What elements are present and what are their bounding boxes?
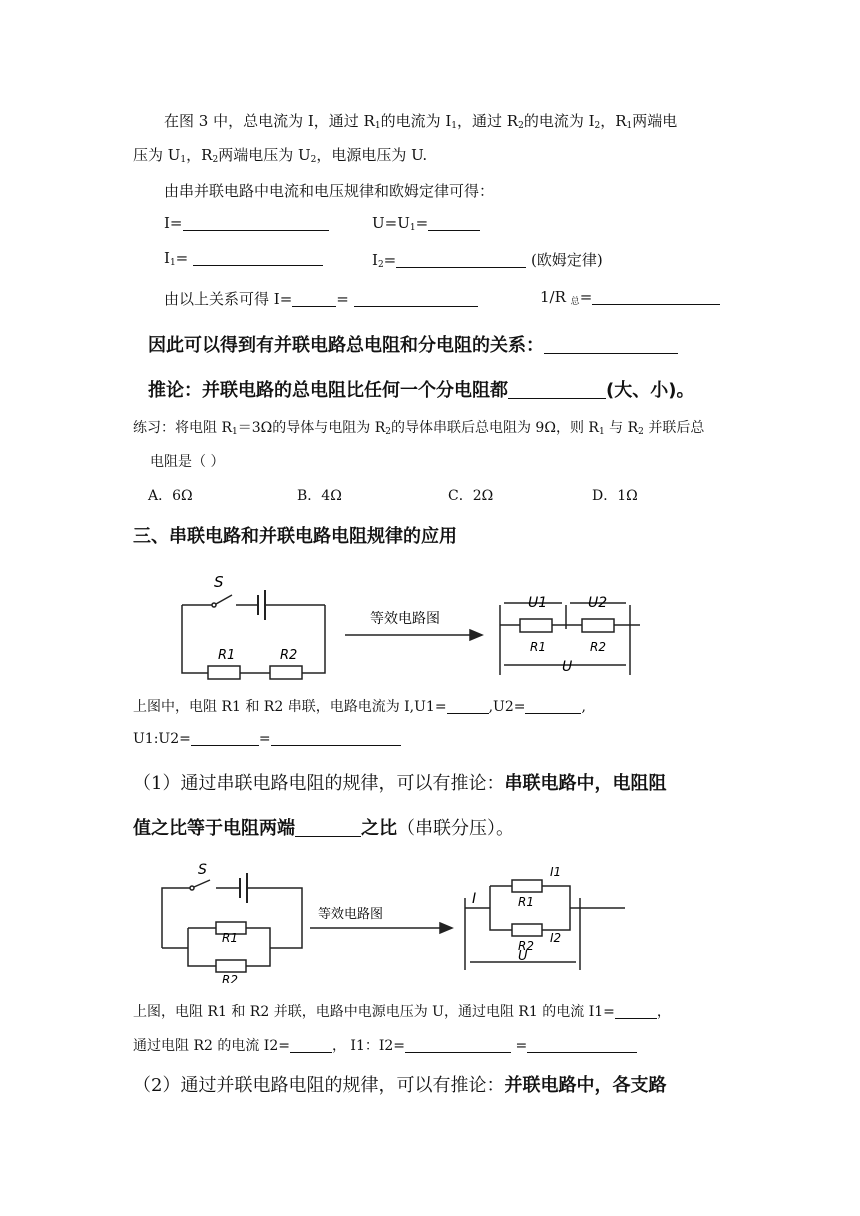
series-u-label: U <box>562 659 573 675</box>
series-r1-eq-label: R1 <box>530 640 546 654</box>
section-3-heading: 三、串联电路和并联电路电阻规律的应用 <box>133 526 457 547</box>
series-text-2: U1:U2= = <box>133 731 401 747</box>
parallel-i1-label: I1 <box>550 865 562 879</box>
parallel-text-2: 通过电阻 R2 的电流 I2= ， I1：I2= = <box>133 1035 637 1055</box>
parallel-i-label: I <box>472 891 477 907</box>
eq-total-r: 1/R $_总$= <box>540 288 720 307</box>
bold-relation: 因此可以得到有并联电路总电阻和分电阻的关系： <box>148 331 678 357</box>
inference-2-line-1: （2）通过并联电路电阻的规律，可以有推论：并联电路中，各支路 <box>133 1075 667 1096</box>
option-d: D．1Ω <box>592 488 638 504</box>
bold-inference: 推论：并联电路的总电阻比任何一个分电阻都 (大、小)。 <box>148 380 695 401</box>
series-u2-label: U2 <box>588 595 608 611</box>
parallel-i2-label: I2 <box>550 931 562 945</box>
parallel-r2-eq-label: R2 <box>518 939 534 953</box>
parallel-circuit-diagram <box>160 858 630 983</box>
para-line-2: 压为 $U_1$，$R_2$两端电压为 $U_2$，电源电压为 U. <box>133 146 428 165</box>
parallel-switch-label: S <box>198 862 207 878</box>
inference-1-line-2: 值之比等于电阻两端 之比（串联分压）。 <box>133 818 514 839</box>
exercise-line-2: 电阻是（ ） <box>150 454 225 470</box>
eq-i2: $I_2=$ (欧姆定律) <box>372 251 603 270</box>
eq-i1: $I_1=$ <box>164 249 323 268</box>
inference-1-line-1: （1）通过串联电路电阻的规律，可以有推论：串联电路中，电阻阻 <box>133 773 667 794</box>
eq-u: $U=U_1=$ <box>372 214 480 233</box>
series-r2-label: R2 <box>280 648 298 663</box>
parallel-arrow-label: 等效电路图 <box>318 907 384 922</box>
exercise-line-1: 练习：将电阻 $R_1=3\Omega$的导体与电阻为 $R_2$的导体串联后总电阻为 9Ω，则 $R_1$ 与 $R_2$ 并联后总 <box>133 420 705 437</box>
para-line-3: 由串并联电路中电流和电压规律和欧姆定律可得： <box>164 182 495 200</box>
eq-relation: 由以上关系可得 I= = <box>164 288 478 309</box>
series-u1-label: U1 <box>528 595 548 611</box>
option-a: A．6Ω <box>148 488 193 504</box>
series-r1-label: R1 <box>218 648 236 663</box>
parallel-r2-label: R2 <box>222 973 238 983</box>
para-line-1: 在图 3 中，总电流为 I，通过 $R_1$的电流为 $I_1$，通过 $R_2$的电流为 $I_2$，$R_1$两端电 <box>164 112 678 131</box>
option-b: B．4Ω <box>297 488 342 504</box>
series-arrow-label: 等效电路图 <box>370 611 440 627</box>
eq-i: I= <box>164 214 329 232</box>
parallel-text-1: 上图，电阻 R1 和 R2 并联，电路中电源电压为 U，通过电阻 R1 的电流 I1= ， <box>133 1004 671 1020</box>
series-r2-eq-label: R2 <box>590 640 606 654</box>
series-switch-label: S <box>214 573 224 591</box>
parallel-r1-eq-label: R1 <box>518 895 534 909</box>
parallel-u-label: U <box>518 949 528 964</box>
series-text-1: 上图中，电阻 R1 和 R2 串联，电路电流为 I,U1= ,U2= , <box>133 699 586 715</box>
parallel-r1-label: R1 <box>222 931 238 945</box>
series-circuit-diagram <box>170 565 650 685</box>
option-c: C．2Ω <box>448 488 494 504</box>
